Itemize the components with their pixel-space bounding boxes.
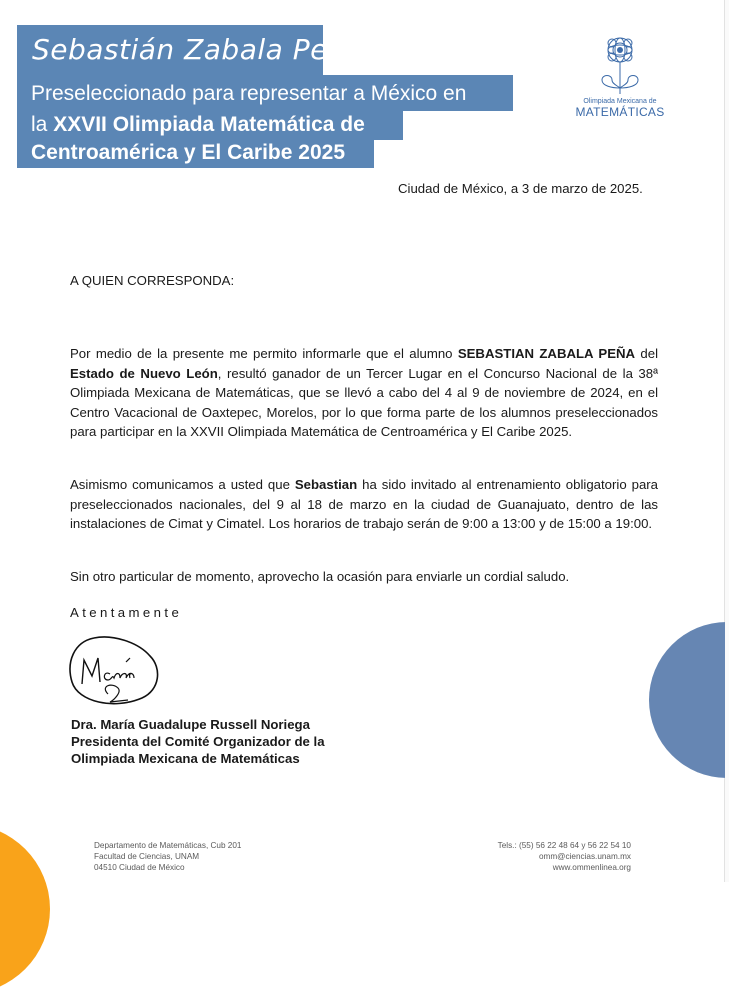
signer-name: Dra. María Guadalupe Russell Noriega <box>71 717 310 732</box>
p2-text-1: Asimismo comunicamos a usted que <box>70 477 295 492</box>
banner-student-name: Sebastián Zabala Peña <box>17 25 323 75</box>
footer-contact <box>480 840 631 873</box>
p1-text-2: del <box>635 346 658 361</box>
p1-text-1: Por medio de la presente me permito informarle que el alumno <box>70 346 458 361</box>
banner-line-2-bold: XXVII Olimpiada Matemática de <box>53 113 365 136</box>
footer-website: www.ommenlinea.org <box>552 863 631 872</box>
signer-title-2: Olimpiada Mexicana de Matemáticas <box>71 751 300 766</box>
page-margin-cover <box>725 600 729 800</box>
omm-logo <box>575 36 665 126</box>
footer-phones: Tels.: (55) 56 22 48 64 y 56 22 54 10 <box>497 841 631 850</box>
letter-paragraph-1 <box>70 344 658 442</box>
footer-address <box>94 840 241 873</box>
signer-title-1: Presidenta del Comité Organizador de la <box>71 734 325 749</box>
banner-line-3: Centroamérica y El Caribe 2025 <box>17 139 374 168</box>
decorative-orange-circle <box>0 824 50 994</box>
footer-address-line-3: 04510 Ciudad de México <box>94 863 185 872</box>
letter-paragraph-2 <box>70 475 658 534</box>
footer-address-line-2: Facultad de Ciencias, UNAM <box>94 852 200 861</box>
letter-paragraph-3: Sin otro particular de momento, aprovecho la ocasión para enviarle un cordial saludo. <box>70 569 570 584</box>
footer-address-line-1: Departamento de Matemáticas, Cub 201 <box>94 841 242 850</box>
p2-student-first-name: Sebastian <box>294 477 358 492</box>
banner-line-1: Preseleccionado para representar a México en <box>17 75 513 111</box>
banner-line-2 <box>17 110 403 140</box>
p2-text-2: ha sido invitado al entrenamiento obligatorio para preseleccionados nacionales, del 9 al 18 de marzo en la ciudad de Guanajuato, dentro de las instalaciones de Cimat y Cimatel. Los horarios de trabajo serán de 9:00 a 13:00 y de 15:00 a 19:00. <box>70 477 658 532</box>
footer-email: omm@ciencias.unam.mx <box>538 852 631 861</box>
decorative-blue-circle <box>649 622 729 778</box>
logo-title: MATEMÁTICAS <box>575 105 665 119</box>
letter-date: Ciudad de México, a 3 de marzo de 2025. <box>398 181 643 196</box>
signature <box>64 632 164 712</box>
p1-state: Estado de Nuevo León <box>70 365 218 381</box>
p1-text-3: , resultó ganador de un Tercer Lugar en el Concurso Nacional de la 38ª Olimpiada Mexicana de Matemáticas, que se llevó a cabo del 4 al 9 de noviembre de 2024, en el Centro Vacacional de Oaxtepec, Morelos, por lo que forma parte de los alumnos preseleccionados para participar en la XXVII Olimpiada Matemática de Centroamérica y El Caribe 2025. <box>70 365 658 440</box>
flower-logo-icon <box>592 36 648 96</box>
logo-subtitle: Olimpiada Mexicana de <box>583 98 657 105</box>
signer-block <box>71 716 325 767</box>
p1-student-name: SEBASTIAN ZABALA PEÑA <box>457 346 636 361</box>
letter-salutation: A QUIEN CORRESPONDA: <box>70 273 235 288</box>
banner-line-2-prefix: la <box>31 113 54 136</box>
letter-closing: Atentamente <box>70 605 183 620</box>
